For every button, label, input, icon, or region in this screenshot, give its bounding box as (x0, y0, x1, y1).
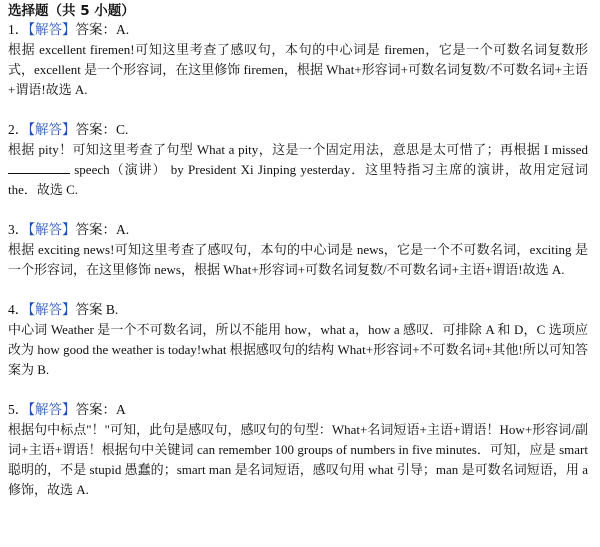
question-number: 5． (8, 402, 29, 417)
answer-item-1 (8, 20, 592, 100)
answer-item-2 (8, 120, 592, 200)
explanation-text (8, 140, 588, 200)
explanation-part-after: speech（演讲） by President Xi Jinping yesterday．这里特指习主席的演讲，故用定冠词 the．故选 C. (8, 162, 588, 197)
explanation-text: 根据句中标点"！"可知，此句是感叹句，感叹句的句型：What+名词短语+主语+谓语！How+形容词/副词+主语+谓语！根据句中关键词 can remember 100 groups of numbers in five minutes．可知，应是 smart 聪明的，不是 stupid 愚蠢的；smart man 是名词短语，感叹句用 what 引导；man 是可数名词短语，用 a 修饰，故选 A. (8, 422, 588, 497)
answer-text: 答案：A. (75, 22, 130, 37)
answer-item-4 (8, 300, 592, 380)
question-number: 3． (8, 222, 29, 237)
section-heading: 选择题（共 5 小题） (8, 3, 135, 19)
question-number: 2． (8, 122, 29, 137)
explanation-text: 根据 exciting news!可知这里考查了感叹句，本句的中心词是 news，它是一个不可数名词，exciting 是一个形容词，在这里修饰 news，根据 What+形容词+可数名词复数/不可数名词+主语+谓语!故选 A. (8, 242, 588, 277)
solution-tag: 【解答】 (28, 302, 76, 317)
fill-in-blank (8, 162, 70, 174)
answer-item-5 (8, 400, 592, 500)
explanation-part-before: 根据 pity！可知这里考查了句型 What a pity，这是一个固定用法，意思是太可惜了；再根据 I missed (8, 142, 588, 157)
answer-head (8, 400, 592, 420)
answer-item-3 (8, 220, 592, 280)
answer-head (8, 20, 592, 40)
answer-text: 答案：C. (75, 122, 129, 137)
solution-tag: 【解答】 (28, 402, 76, 417)
answer-head (8, 300, 592, 320)
answer-text: 答案：A. (75, 222, 130, 237)
answer-head (8, 120, 592, 140)
question-number: 1． (8, 22, 29, 37)
answer-text: 答案 B. (75, 302, 119, 317)
explanation-text: 中心词 Weather 是一个不可数名词，所以不能用 how，what a，how a 感叹．可排除 A 和 D，C 选项应改为 how good the weather is today!what 根据感叹句的结构 What+形容词+不可数名词+其他!所以可知答案为 B. (8, 322, 589, 377)
answer-text: 答案：A (75, 402, 126, 417)
answer-head (8, 220, 592, 240)
solution-tag: 【解答】 (28, 22, 76, 37)
explanation-text: 根据 excellent firemen!可知这里考查了感叹句，本句的中心词是 firemen，它是一个可数名词复数形式，excellent 是一个形容词，在这里修饰 firemen，根据 What+形容词+可数名词复数/不可数名词+主语+谓语!故选 A. (8, 42, 588, 97)
solution-tag: 【解答】 (28, 222, 76, 237)
question-number: 4． (8, 302, 29, 317)
solution-tag: 【解答】 (28, 122, 76, 137)
